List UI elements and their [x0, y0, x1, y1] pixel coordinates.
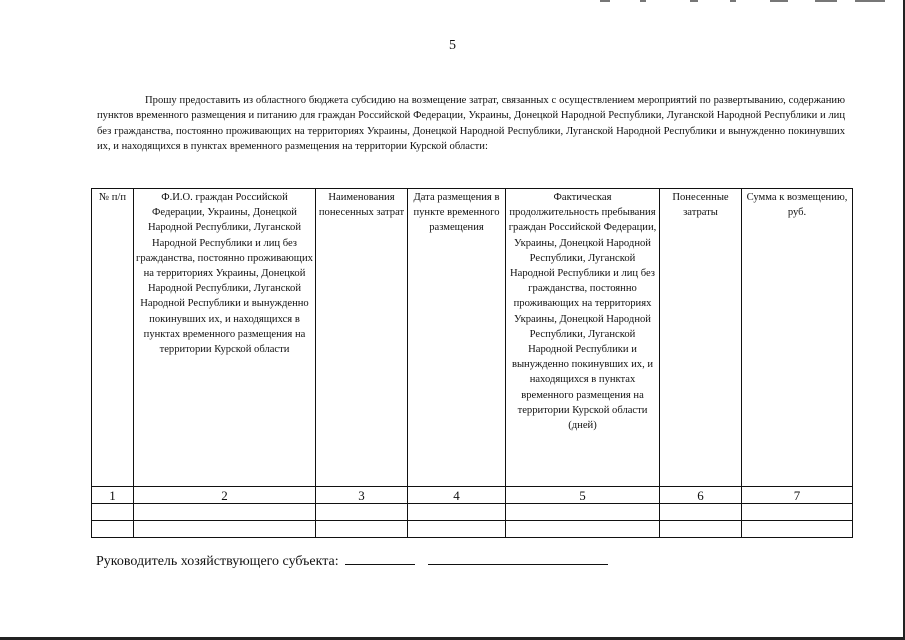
page-number: 5 — [449, 38, 456, 53]
column-number-row — [92, 487, 853, 504]
table-row — [92, 521, 853, 538]
table-cell[interactable] — [92, 504, 134, 521]
column-number-cell: 6 — [660, 487, 742, 504]
intro-text: Прошу предоставить из областного бюджета субсидию на возмещение затрат, связанных с осуществлением мероприятий по развертыванию, содержанию пунктов временного размещения и питанию для граждан Российской Федерации, Украины, Донецкой Народной Республики, Луганской Народной Республики и лиц без гражданства, постоянно проживающих на территориях Украины, Донецкой Народной Республики, Луганской Народной Республики и вынужденно покинувших их, и находящихся в пунктах временного размещения на территории Курской области: — [97, 95, 845, 152]
column-number-cell: 3 — [316, 487, 408, 504]
table-cell[interactable] — [506, 504, 660, 521]
header-cell: Понесенные затраты — [660, 189, 742, 487]
table-cell[interactable] — [316, 521, 408, 538]
header-cell: Дата размещения в пункте временного размещения — [408, 189, 506, 487]
column-number-cell: 5 — [506, 487, 660, 504]
signature-blank[interactable] — [345, 552, 415, 565]
table-cell[interactable] — [742, 504, 853, 521]
table-cell[interactable] — [506, 521, 660, 538]
signature-label: Руководитель хозяйствующего субъекта: — [96, 554, 339, 569]
header-cell: Сумма к возмещению, руб. — [742, 189, 853, 487]
signature-line — [96, 552, 608, 570]
header-cell: Наименования понесенных затрат — [316, 189, 408, 487]
table-cell[interactable] — [742, 521, 853, 538]
table-header-row — [92, 189, 853, 487]
table-row — [92, 504, 853, 521]
intro-paragraph — [97, 93, 845, 154]
table-cell[interactable] — [660, 504, 742, 521]
claims-table — [91, 188, 853, 538]
column-number-cell: 4 — [408, 487, 506, 504]
table-cell[interactable] — [408, 504, 506, 521]
table-cell[interactable] — [316, 504, 408, 521]
header-cell: № п/п — [92, 189, 134, 487]
table-cell[interactable] — [660, 521, 742, 538]
table-cell[interactable] — [408, 521, 506, 538]
scan-artifact-marks — [600, 0, 900, 4]
header-cell: Ф.И.О. граждан Российской Федерации, Украины, Донецкой Народной Республики, Луганской Народной Республики и лиц без гражданства, постоянно проживающих на территориях Украины, Донецкой Народной Республики, Луганской Народной Республики и вынужденно покинувших их, и находящихся в пунктах временного размещения на территории Курской области — [134, 189, 316, 487]
column-number-cell: 2 — [134, 487, 316, 504]
table-cell[interactable] — [92, 521, 134, 538]
table-cell[interactable] — [134, 504, 316, 521]
column-number-cell: 7 — [742, 487, 853, 504]
header-cell: Фактическая продолжительность пребывания граждан Российской Федерации, Украины, Донецкой Народной Республики, Луганской Народной Республики и лиц без гражданства, постоянно проживающих на территориях Украины, Донецкой Народной Республики, Луганской Народной Республики и вынужденно покинувших их, и находящихся в пунктах временного размещения на территории Курской области (дней) — [506, 189, 660, 487]
table-cell[interactable] — [134, 521, 316, 538]
name-blank[interactable] — [428, 552, 608, 565]
column-number-cell: 1 — [92, 487, 134, 504]
